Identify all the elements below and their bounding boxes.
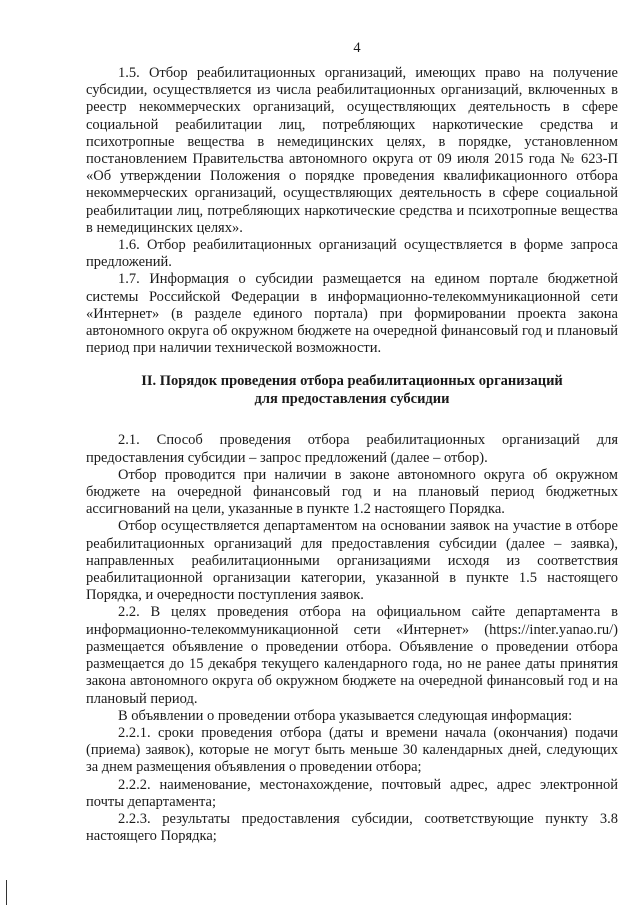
paragraph-selection-basis: Отбор осуществляется департаментом на основании заявок на участие в отборе реабилитационных организаций для предоставления субсидии (далее – заявка), направленных реабилитационными организациями исходя из соответствия реабилитационной организации категории, указанной в пункте 1.5 настоящего Порядка, и очередности поступления заявок. [86, 518, 618, 604]
paragraph-announcement-info: В объявлении о проведении отбора указывается следующая информация: [118, 707, 573, 724]
paragraph-1-7: 1.7. Информация о субсидии размещается на едином портале бюджетной системы Российской Федерации в информационно-телекоммуникационной сети «Интернет» (в разделе единого портала) при формировании проекта закона автономного округа об окружном бюджете на очередной финансовый год и плановый период при наличии технической возможности. [86, 271, 618, 357]
section-title-line-1: II. Порядок проведения отбора реабилитационных организаций [141, 373, 563, 390]
paragraph-2-2: 2.2. В целях проведения отбора на официальном сайте департамента в информационно-телекоммуникационной сети «Интернет» (https://inter.yanao.ru/) размещается объявление о проведении отбора. Объявление о проведении отбора размещается до 15 декабря текущего календарного года, но не ранее даты принятия закона автономного округа об окружном бюджете на очередной финансовый год и на плановый период. [86, 604, 618, 707]
section-title-line-2: для предоставления субсидии [254, 390, 450, 407]
paragraph-2-2-2: 2.2.2. наименование, местонахождение, почтовый адрес, адрес электронной почты департамента; [86, 776, 618, 810]
paragraph-1-6: 1.6. Отбор реабилитационных организаций осуществляется в форме запроса предложений. [86, 237, 618, 271]
paragraph-2-2-3: 2.2.3. результаты предоставления субсидии, соответствующие пункту 3.8 настоящего Порядка; [86, 810, 618, 845]
section-title [86, 373, 618, 408]
page-number: 4 [353, 40, 361, 56]
paragraph-2-2-1: 2.2.1. сроки проведения отбора (даты и времени начала (окончания) подачи (приема) заявок), которые не могут быть меньше 30 календарных дней, следующих за днем размещения объявления о проведении отбора; [86, 724, 618, 776]
paragraph-1-5: 1.5. Отбор реабилитационных организаций, имеющих право на получение субсидии, осуществляется из числа реабилитационных организаций, включенных в реестр некоммерческих организаций, осуществляющих деятельность в сфере социальной реабилитации лиц, потребляющих наркотические средства и психотропные вещества в немедицинских целях, в порядке, установленном постановлением Правительства автономного округа от 09 июля 2015 года № 623-П «Об утверждении Положения о порядке проведения квалификационного отбора некоммерческих организаций, осуществляющих деятельность в сфере социальной реабилитации лиц, потребляющих наркотические средства и психотропные вещества в немедицинских целях». [86, 65, 618, 236]
paragraph-2-1: 2.1. Способ проведения отбора реабилитационных организаций для предоставления субсидии – запрос предложений (далее – отбор). [86, 432, 618, 466]
scan-edge-mark [6, 880, 7, 905]
paragraph-selection-condition: Отбор проводится при наличии в законе автономного округа об окружном бюджете на очередной финансовый год и на плановый период бюджетных ассигнований на цели, указанные в пункте 1.2 настоящего Порядка. [86, 466, 618, 518]
